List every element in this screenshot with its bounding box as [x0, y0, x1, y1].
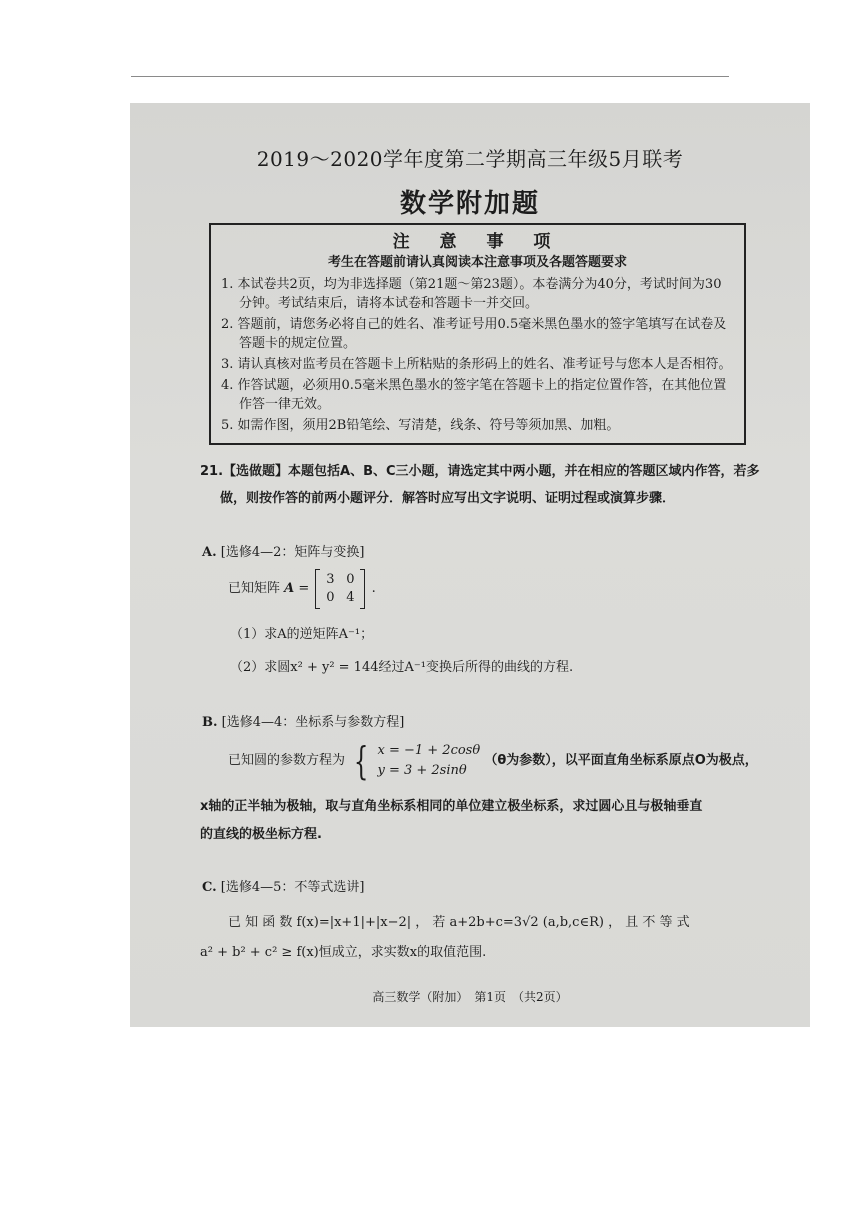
- part-c-line-1: 已 知 函 数 f(x)=|x+1|+|x−2| ， 若 a+2b+c=3√2 (a,b,c∈R) ， 且 不 等 式: [228, 915, 690, 930]
- part-a-topic: [选修4—2：矩阵与变换]: [220, 545, 365, 560]
- notice-rule-2: 2. 答题前，请您务必将自己的姓名、准考证号用0.5毫米黑色墨水的签字笔填写在试卷及答题卡的规定位置。: [221, 317, 727, 351]
- matrix-a: [315, 569, 365, 609]
- part-a-heading: [202, 541, 364, 560]
- part-b-given-text: 已知圆的参数方程为: [228, 753, 346, 768]
- matrix-name: A: [284, 581, 295, 596]
- matrix-grid: [320, 571, 360, 607]
- notice-subheading: 考生在答题前请认真阅读本注意事项及各题答题要求: [327, 255, 627, 270]
- equals-sign: =: [298, 581, 310, 596]
- question-21-intro: 21.【选做题】本题包括A、B、C三小题，请选定其中两小题，并在相应的答题区域内作答，若多做，则按作答的前两小题评分．解答时应写出文字说明、证明过程或演算步骤．: [200, 464, 760, 506]
- part-a-q1: （1）求A的逆矩阵A⁻¹；: [230, 627, 374, 642]
- param-note: （θ为参数），以平面直角坐标系原点O为极点，: [484, 753, 758, 768]
- exam-page-photo: [130, 103, 810, 1027]
- part-c-line-2: a² + b² + c² ≥ f(x)恒成立，求实数x的取值范围.: [200, 945, 487, 960]
- part-b-line-2: x轴的正半轴为极轴，取与直角坐标系相同的单位建立极坐标系，求过圆心且与极轴垂直: [200, 799, 703, 814]
- part-b-label: B.: [202, 715, 218, 730]
- part-c-label: C.: [202, 880, 217, 895]
- period: .: [371, 581, 376, 596]
- notice-heading: 注 意 事 项: [392, 232, 563, 252]
- exam-title: 2019～2020学年度第二学期高三年级5月联考: [256, 147, 684, 171]
- matrix-cell: 3: [326, 571, 335, 587]
- matrix-cell: 4: [346, 589, 355, 605]
- part-a-given-text: 已知矩阵: [228, 581, 281, 596]
- part-b-line-3: 的直线的极坐标方程.: [200, 827, 322, 842]
- notice-rule-4: 4. 作答试题，必须用0.5毫米黑色墨水的签字笔在答题卡上的指定位置作答，在其他位置作答一律无效。: [221, 378, 727, 412]
- notice-rule-3: 3. 请认真核对监考员在答题卡上所粘贴的条形码上的姓名、准考证号与您本人是否相符。: [221, 357, 732, 372]
- part-a-label: A.: [202, 545, 217, 560]
- part-b-given: [228, 739, 758, 783]
- parametric-system: [377, 741, 480, 781]
- matrix-cell: 0: [346, 571, 355, 587]
- part-b-topic: [选修4—4：坐标系与参数方程]: [221, 715, 405, 730]
- matrix-cell: 0: [326, 589, 335, 605]
- top-rule: [131, 76, 729, 77]
- part-c-topic: [选修4—5：不等式选讲]: [220, 880, 365, 895]
- part-b-heading: [202, 711, 404, 730]
- part-a-given: [228, 565, 376, 613]
- exam-subtitle: 数学附加题: [399, 189, 540, 219]
- parametric-eq-1: x = −1 + 2cosθ: [377, 742, 481, 758]
- notice-box: [209, 223, 746, 445]
- part-c-heading: [202, 876, 364, 895]
- notice-rule-5: 5. 如需作图，须用2B铅笔绘、写清楚，线条、符号等须加黑、加粗。: [221, 418, 620, 433]
- notice-rule-1: 1. 本试卷共2页，均为非选择题（第21题～第23题）。本卷满分为40分，考试时间为30分钟。考试结束后，请将本试卷和答题卡一并交回。: [221, 277, 722, 311]
- page-footer: 高三数学（附加） 第1页 （共2页）: [372, 990, 568, 1004]
- part-a-q2: （2）求圆x² + y² = 144经过A⁻¹变换后所得的曲线的方程.: [230, 660, 574, 675]
- matrix-right-bracket: [360, 569, 365, 609]
- left-brace: {: [353, 738, 369, 783]
- parametric-eq-2: y = 3 + 2sinθ: [377, 762, 467, 778]
